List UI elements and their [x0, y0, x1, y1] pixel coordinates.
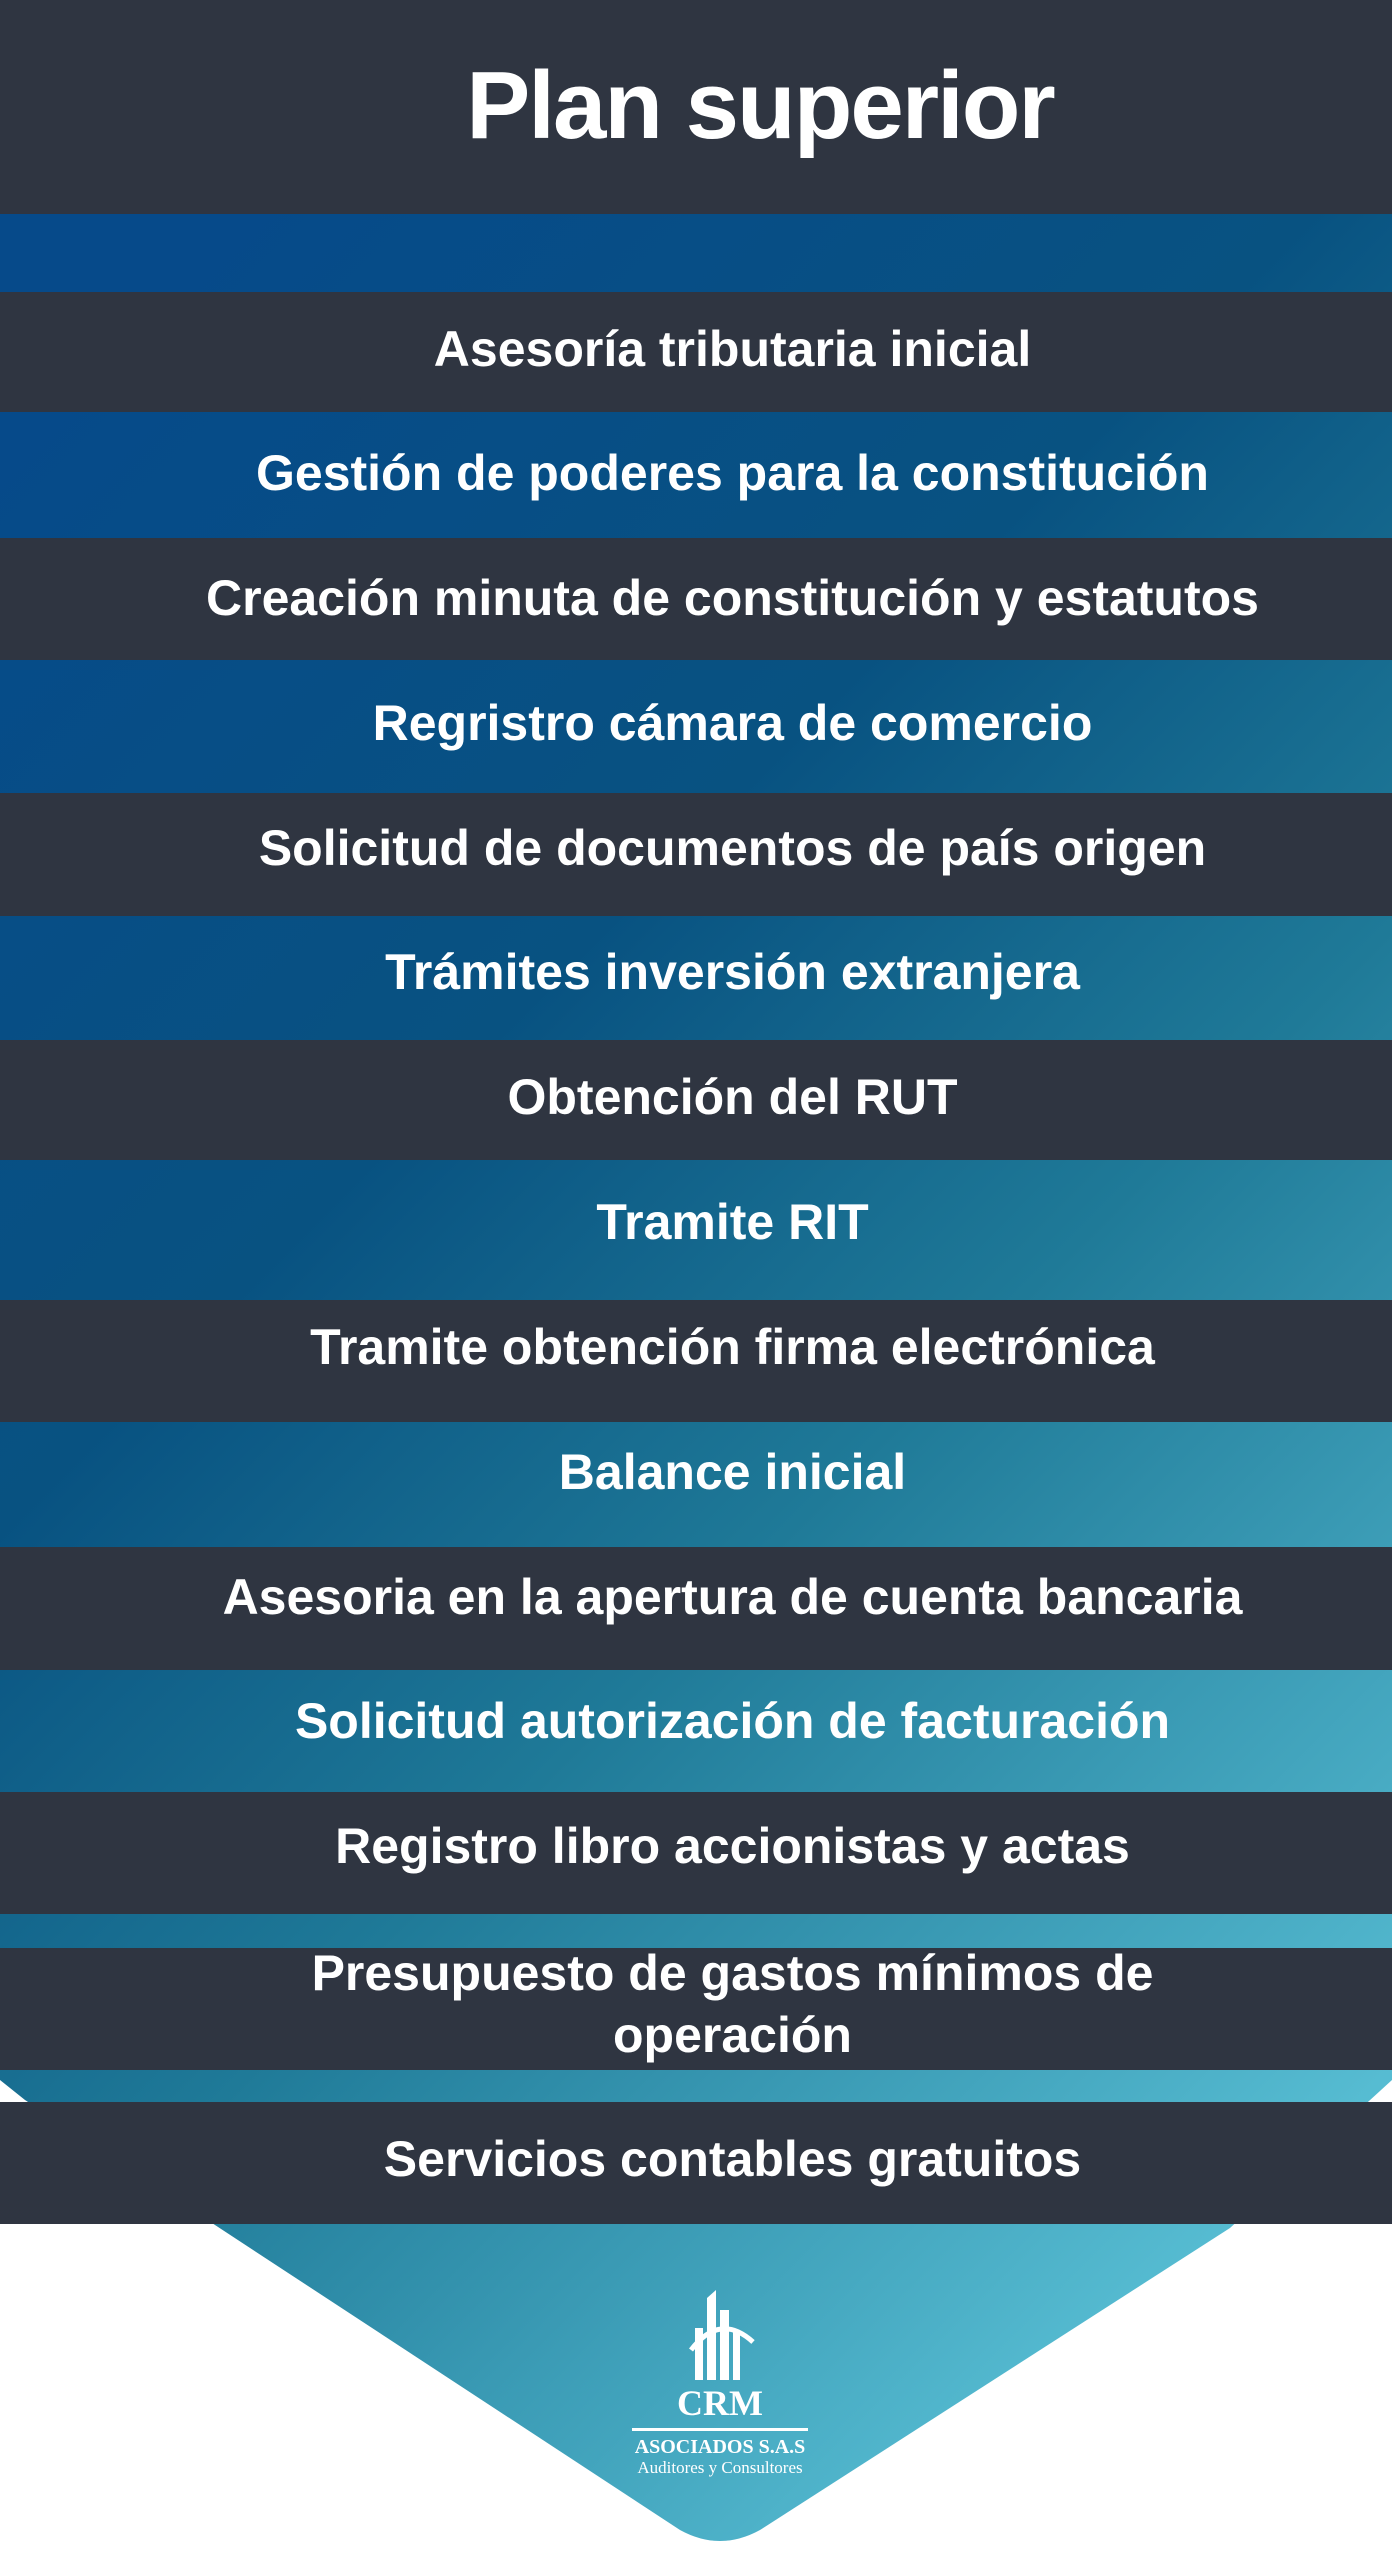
company-logo — [600, 2290, 840, 2475]
building-icon — [675, 2290, 765, 2390]
list-item: operación — [613, 2007, 852, 2063]
list-item: Servicios contables gratuitos — [383, 2131, 1082, 2187]
list-item: Asesoría tributaria inicial — [433, 321, 1032, 377]
list-item: Asesoria en la apertura de cuenta bancaria — [222, 1569, 1243, 1625]
list-item: Registro libro accionistas y actas — [335, 1818, 1130, 1874]
list-item: Trámites inversión extranjera — [385, 944, 1080, 1000]
list-item: Obtención del RUT — [507, 1069, 958, 1125]
list-item: Regristro cámara de comercio — [372, 695, 1093, 751]
page-title: Plan superior — [466, 52, 1054, 159]
list-item: Balance inicial — [558, 1444, 907, 1500]
logo-name: CRM — [677, 2383, 763, 2423]
list-item: Gestión de poderes para la constitución — [256, 445, 1209, 501]
logo-tagline: Auditores y Consultores — [637, 2458, 803, 2477]
logo-company: ASOCIADOS S.A.S — [634, 2436, 806, 2458]
header — [0, 0, 1392, 214]
list-item: Presupuesto de gastos mínimos de — [311, 1945, 1154, 2001]
list-item: Solicitud de documentos de país origen — [258, 820, 1207, 876]
list-item: Tramite obtención firma electrónica — [310, 1319, 1155, 1375]
list-item: Tramite RIT — [596, 1194, 869, 1250]
list-item: Solicitud autorización de facturación — [294, 1693, 1171, 1749]
list-item: Creación minuta de constitución y estatutos — [206, 570, 1259, 626]
